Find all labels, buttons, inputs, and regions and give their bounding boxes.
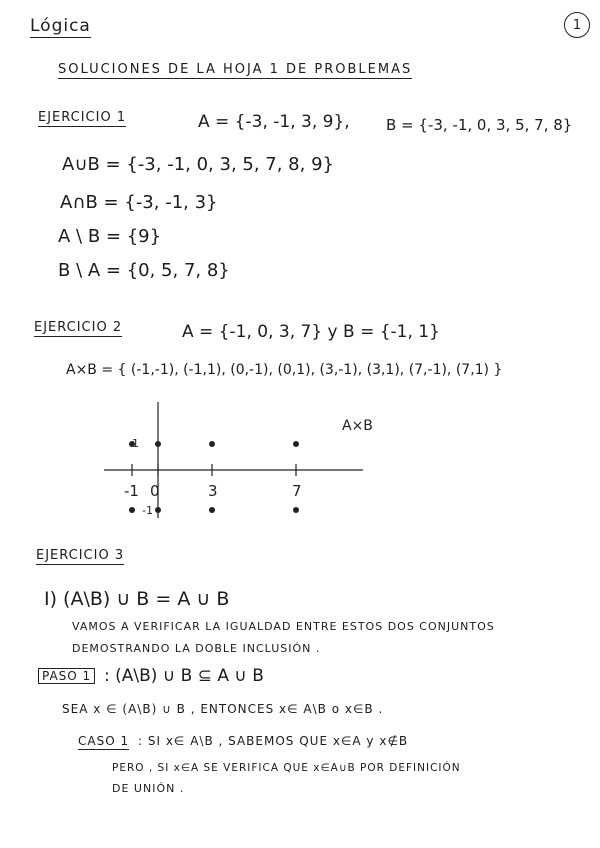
plot-point [209, 441, 215, 447]
ejercicio3-union-line: DE UNIÓN . [112, 782, 185, 795]
subject-title: Lógica [30, 16, 91, 36]
ejercicio2-product: A×B = { (-1,-1), (-1,1), (0,-1), (0,1), (3,-1), (3,1), (7,-1), (7,1) } [66, 362, 503, 378]
x-tick-label: 7 [292, 482, 302, 500]
x-tick-label: 3 [208, 482, 218, 500]
page-number: 1 [564, 12, 590, 38]
plot-point [155, 441, 161, 447]
caso1-text: : SI x∈ A\B , SABEMOS QUE x∈A y x∉B [138, 734, 409, 748]
page-title: SOLUCIONES DE LA HOJA 1 DE PROBLEMAS [58, 62, 413, 77]
ejercicio3-line1: VAMOS A VERIFICAR LA IGUALDAD ENTRE ESTOS DOS CONJUNTOS [72, 620, 495, 633]
ejercicio3-sea-line: SEA x ∈ (A\B) ∪ B , ENTONCES x∈ A\B o x∈B . [62, 702, 384, 716]
ejercicio1-set-a: A = {-3, -1, 3, 9}, [198, 112, 350, 132]
x-tick-label: -1 [124, 482, 139, 500]
plot-point [293, 507, 299, 513]
paso1-label: PASO 1 [38, 668, 95, 684]
ejercicio3-pero-line: PERO , SI x∈A SE VERIFICA QUE x∈A∪B POR DEFINICIÓN [112, 762, 461, 774]
ejercicio1-set-b: B = {-3, -1, 0, 3, 5, 7, 8} [386, 116, 573, 134]
ejercicio2-sets: A = {-1, 0, 3, 7} y B = {-1, 1} [182, 322, 440, 342]
ejercicio3-line2: DEMOSTRANDO LA DOBLE INCLUSIÓN . [72, 642, 321, 655]
ejercicio1-a-minus-b: A \ B = {9} [58, 226, 162, 247]
ejercicio1-intersection: A∩B = {-3, -1, 3} [60, 192, 218, 213]
ejercicio1-label: EJERCICIO 1 [38, 110, 127, 125]
ejercicio1-b-minus-a: B \ A = {0, 5, 7, 8} [58, 260, 230, 281]
plot-point [293, 441, 299, 447]
ejercicio3-statement: I) (A\B) ∪ B = A ∪ B [44, 588, 230, 610]
ejercicio1-union: A∪B = {-3, -1, 0, 3, 5, 7, 8, 9} [62, 154, 334, 175]
plot-label: A×B [342, 418, 373, 434]
ejercicio2-label: EJERCICIO 2 [34, 320, 123, 335]
paso1-text: : (A\B) ∪ B ⊆ A ∪ B [104, 666, 264, 686]
plot-point [129, 507, 135, 513]
ejercicio3-label: EJERCICIO 3 [36, 548, 125, 563]
x-tick-label: 0 [150, 482, 160, 500]
caso1-label: CASO 1 [78, 734, 130, 748]
plot-point [155, 507, 161, 513]
y-tick-minus1: -1 [142, 504, 153, 517]
cartesian-product-plot [98, 398, 398, 523]
plot-point [209, 507, 215, 513]
y-tick-1: 1 [132, 437, 139, 450]
